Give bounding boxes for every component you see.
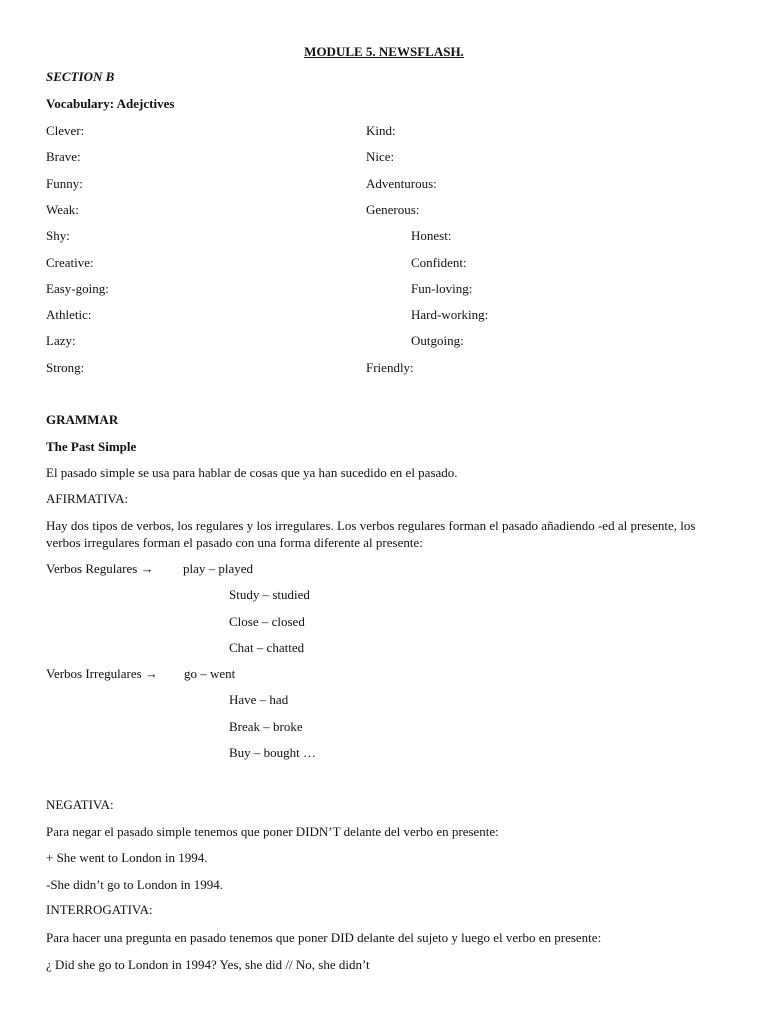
- vocab-right-item: Generous:: [366, 202, 420, 217]
- vocab-left-item: Weak:: [46, 202, 79, 217]
- afirmativa-label: AFIRMATIVA:: [46, 491, 129, 506]
- afirmativa-text: Hay dos tipos de verbos, los regulares y los irregulares. Los verbos regulares forman el pasado añadiendo -ed al presente, los verbos irregulares forman el pasado con una forma diferente al presente:: [46, 518, 696, 550]
- vocab-left-item: Clever:: [46, 123, 85, 138]
- regular-example: Chat – chatted: [229, 640, 305, 655]
- vocab-right-item: Nice:: [366, 149, 395, 164]
- vocab-right-item: Fun-loving:: [411, 281, 473, 296]
- vocab-left-item: Funny:: [46, 176, 83, 191]
- regular-example: Study – studied: [229, 587, 310, 602]
- vocab-left-item: Brave:: [46, 149, 81, 164]
- interrogativa-label: INTERROGATIVA:: [46, 902, 153, 917]
- vocab-left-item: Shy:: [46, 228, 70, 243]
- irregular-example: Break – broke: [229, 719, 303, 734]
- vocab-left-item: Athletic:: [46, 307, 92, 322]
- regulares-label: Verbos Regulares →: [46, 561, 154, 576]
- vocab-right-item: Honest:: [411, 228, 452, 243]
- vocab-left-item: Creative:: [46, 255, 94, 270]
- vocab-right-item: Friendly:: [366, 360, 414, 375]
- vocab-right-item: Kind:: [366, 123, 396, 138]
- vocab-right-item: Hard-working:: [411, 307, 489, 322]
- regular-example: play – played: [183, 561, 254, 576]
- vocab-right-item: Confident:: [411, 255, 467, 270]
- negativa-example-positive: + She went to London in 1994.: [46, 850, 208, 865]
- irregular-example: Buy – bought …: [229, 745, 317, 760]
- intro-text: El pasado simple se usa para hablar de cosas que ya han sucedido en el pasado.: [46, 465, 458, 480]
- interrogativa-text: Para hacer una pregunta en pasado tenemos que poner DID delante del sujeto y luego el verbo en presente:: [46, 930, 602, 945]
- irregulares-label: Verbos Irregulares →: [46, 666, 158, 681]
- vocab-right-item: Outgoing:: [411, 333, 464, 348]
- grammar-heading: GRAMMAR: [46, 412, 119, 427]
- negativa-label: NEGATIVA:: [46, 797, 114, 812]
- irregular-example: Have – had: [229, 692, 289, 707]
- regular-example: Close – closed: [229, 614, 305, 629]
- vocab-left-item: Strong:: [46, 360, 85, 375]
- negativa-text: Para negar el pasado simple tenemos que poner DIDN’T delante del verbo en presente:: [46, 824, 499, 839]
- irregular-example: go – went: [184, 666, 236, 681]
- vocabulary-heading: Vocabulary: Adejctives: [46, 96, 175, 111]
- section-heading: SECTION B: [46, 69, 115, 84]
- vocab-left-item: Lazy:: [46, 333, 76, 348]
- vocab-left-item: Easy-going:: [46, 281, 109, 296]
- interrogativa-example: ¿ Did she go to London in 1994? Yes, she did // No, she didn’t: [46, 957, 370, 972]
- past-simple-heading: The Past Simple: [46, 439, 137, 454]
- document-title: MODULE 5. NEWSFLASH.: [304, 44, 464, 59]
- vocab-right-item: Adventurous:: [366, 176, 437, 191]
- negativa-example-negative: -She didn’t go to London in 1994.: [46, 877, 224, 892]
